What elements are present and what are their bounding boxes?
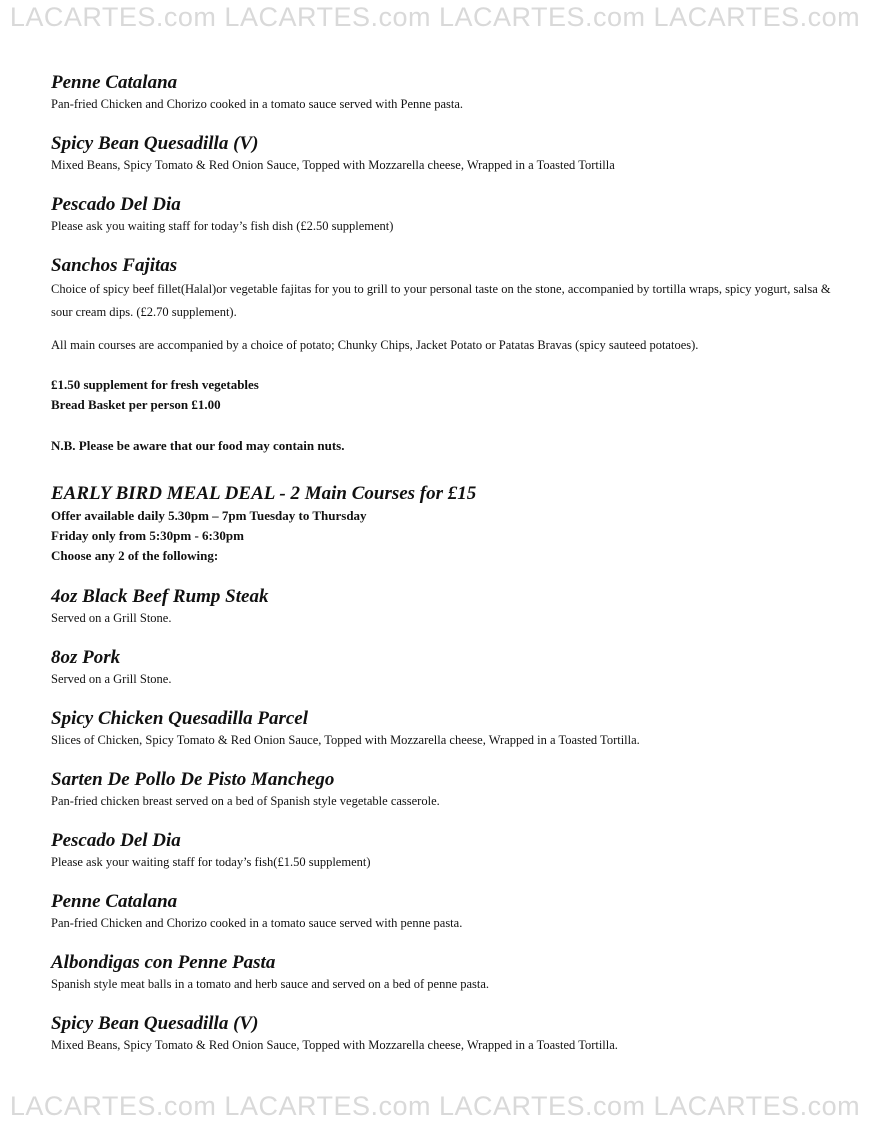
menu-item-description: Mixed Beans, Spicy Tomato & Red Onion Sauce, Topped with Mozzarella cheese, Wrapped in a Toasted Tortilla. — [51, 1038, 618, 1052]
menu-item-title: Albondigas con Penne Pasta — [51, 952, 276, 973]
menu-item-description: Pan-fried Chicken and Chorizo cooked in a tomato sauce served with Penne pasta. — [51, 97, 464, 111]
nuts-warning-block — [51, 436, 841, 456]
early-bird-deal — [51, 481, 841, 566]
watermark-bottom: LACARTES.com LACARTES.com LACARTES.com LACARTES.com — [9, 1091, 861, 1121]
menu-item-description: Served on a Grill Stone. — [51, 611, 172, 625]
menu-page — [51, 70, 841, 1072]
menu-item-description: Spanish style meat balls in a tomato and herb sauce and served on a bed of penne pasta. — [51, 977, 490, 991]
menu-item-title: Penne Catalana — [51, 891, 178, 912]
menu-item-title: Spicy Bean Quesadilla (V) — [51, 133, 259, 154]
menu-item — [51, 889, 841, 933]
watermark-top: LACARTES.com LACARTES.com LACARTES.com LACARTES.com — [9, 2, 861, 32]
menu-item-description: Pan-fried Chicken and Chorizo cooked in a tomato sauce served with penne pasta. — [51, 916, 463, 930]
menu-item-title: Spicy Chicken Quesadilla Parcel — [51, 708, 309, 729]
menu-item-description: Please ask your waiting staff for today’s fish(£1.50 supplement) — [51, 855, 371, 869]
menu-item — [51, 131, 841, 175]
menu-item-title: Pescado Del Dia — [51, 194, 181, 215]
menu-item — [51, 645, 841, 689]
menu-item — [51, 70, 841, 114]
menu-item-title: Sarten De Pollo De Pisto Manchego — [51, 769, 335, 790]
menu-item-description: Pan-fried chicken breast served on a bed of Spanish style vegetable casserole. — [51, 794, 440, 808]
menu-item-description: Slices of Chicken, Spicy Tomato & Red Onion Sauce, Topped with Mozzarella cheese, Wrapped in a Toasted Tortilla. — [51, 733, 640, 747]
early-bird-line-3: Choose any 2 of the following: — [51, 548, 219, 563]
menu-item-title: Penne Catalana — [51, 72, 178, 93]
menu-item-description: Please ask you waiting staff for today’s fish dish (£2.50 supplement) — [51, 219, 394, 233]
early-bird-line-2: Friday only from 5:30pm - 6:30pm — [51, 528, 244, 543]
menu-item — [51, 706, 841, 750]
potato-note: All main courses are accompanied by a choice of potato; Chunky Chips, Jacket Potato or Patatas Bravas (spicy sauteed potatoes). — [51, 338, 699, 352]
nuts-warning: N.B. Please be aware that our food may contain nuts. — [51, 438, 345, 453]
menu-item-title: Pescado Del Dia — [51, 830, 181, 851]
menu-item — [51, 1011, 841, 1055]
menu-item — [51, 828, 841, 872]
menu-item-description: Served on a Grill Stone. — [51, 672, 172, 686]
menu-item-title: 8oz Pork — [51, 647, 121, 668]
menu-item — [51, 950, 841, 994]
early-bird-title: EARLY BIRD MEAL DEAL - 2 Main Courses for £15 — [51, 483, 477, 504]
menu-item-description: Choice of spicy beef fillet(Halal)or vegetable fajitas for you to grill to your personal taste on the stone, accompanied by tortilla wraps, spicy yogurt, salsa & sour cream dips. (£2.70 supplement). — [51, 282, 831, 319]
menu-item-title: Spicy Bean Quesadilla (V) — [51, 1013, 259, 1034]
early-bird-line-1: Offer available daily 5.30pm – 7pm Tuesday to Thursday — [51, 508, 367, 523]
menu-item — [51, 192, 841, 236]
vegetable-supplement: £1.50 supplement for fresh vegetables — [51, 377, 259, 392]
menu-item — [51, 584, 841, 628]
menu-item — [51, 253, 841, 324]
bread-basket-price: Bread Basket per person £1.00 — [51, 397, 221, 412]
menu-item-title: Sanchos Fajitas — [51, 255, 178, 276]
supplements-block — [51, 375, 841, 415]
menu-item-title: 4oz Black Beef Rump Steak — [51, 586, 269, 607]
menu-item — [51, 767, 841, 811]
menu-item-description: Mixed Beans, Spicy Tomato & Red Onion Sauce, Topped with Mozzarella cheese, Wrapped in a Toasted Tortilla — [51, 158, 615, 172]
